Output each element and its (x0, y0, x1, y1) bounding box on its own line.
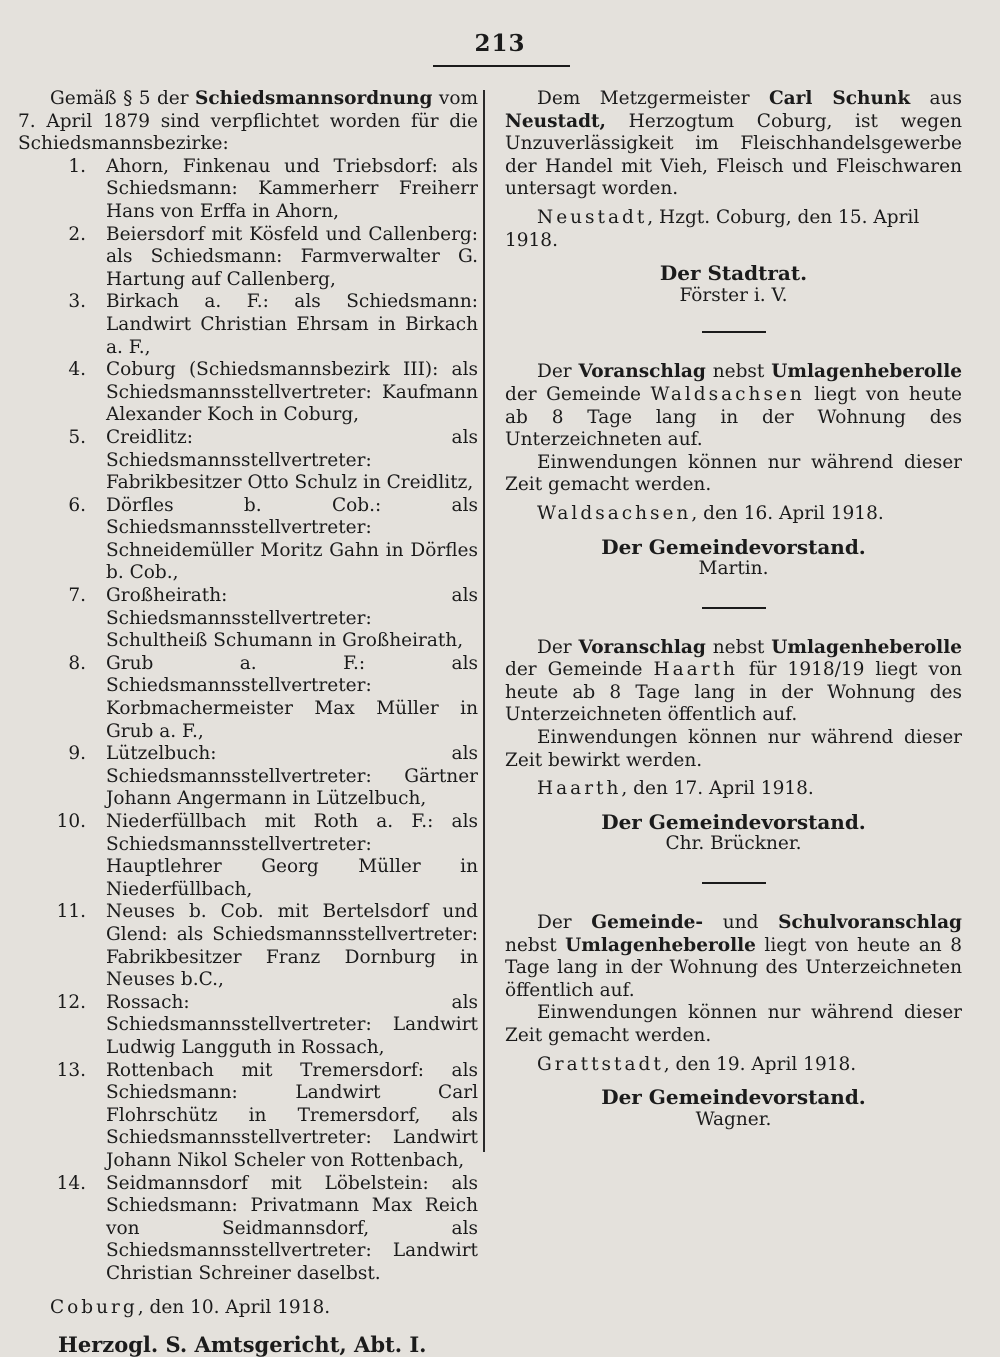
notice1-body (505, 88, 962, 201)
notice3-authority: Der Gemeindevorstand. (601, 809, 866, 834)
list-item-number: 7. (68, 585, 86, 607)
list-item-number: 10. (56, 811, 86, 832)
notice2-place: Waldsachsen (650, 383, 805, 405)
notice4-bold-schul: Schulvoranschlag (778, 912, 962, 934)
list-item-number: 14. (56, 1172, 86, 1194)
list-item (18, 901, 478, 991)
notice4-authority: Der Gemeindevorstand. (601, 1085, 866, 1110)
list-item-text: Rottenbach mit Tremersdorf: als Schiedsmann: Landwirt Carl Flohrschütz in Tremersdorf, als Schiedsmannsstellvertreter: Landwirt Johann Nikol Scheler von Rottenbach, (106, 1059, 478, 1171)
list-item (18, 585, 478, 653)
notice4-post: liegt von heute an 8 Tage lang in der Wohnung des Unterzeichneten öffentlich auf. (505, 934, 962, 1001)
list-item (18, 743, 478, 811)
notice3-post: für 1918/19 liegt von heute ab 8 Tage lang in der Wohnung des Unterzeichneten öffentlich auf. (505, 659, 962, 726)
notice1-date-rest: , Hzgt. Coburg, den 15. April 1918. (505, 206, 920, 251)
notice2-authority: Der Gemeindevorstand. (601, 534, 866, 559)
notice3-date-place: Haarth (537, 778, 622, 800)
notice2-bold-voranschlag: Voranschlag (578, 361, 706, 383)
list-item-number: 11. (56, 901, 86, 923)
notice2-signer: Martin. (698, 558, 769, 580)
list-item-number: 2. (68, 223, 86, 245)
left-date-place: Coburg (50, 1297, 138, 1319)
notice3-signer: Chr. Brückner. (665, 833, 802, 855)
section-rule-1 (702, 331, 766, 333)
notice-waldsachsen (505, 361, 962, 580)
notice3-bold-voranschlag: Voranschlag (578, 636, 706, 658)
notice4-dateline (505, 1054, 962, 1077)
left-column (18, 88, 478, 1357)
list-item-text: Grub a. F.: als Schiedsmannsstellvertreter: Korbmachermeister Max Müller in Grub a. F., (106, 652, 478, 742)
list-item-number: 8. (68, 652, 86, 674)
notice2-post: liegt von heute ab 8 Tage lang in der Wohnung des Unterzeichneten auf. (505, 383, 962, 451)
notice4-objection: Einwendungen können nur während dieser Zeit gemacht werden. (505, 1002, 962, 1046)
list-item-number: 6. (68, 494, 86, 516)
list-item (18, 992, 478, 1060)
notice4-signer: Wagner. (695, 1108, 772, 1130)
notice2-date-place: Waldsachsen (537, 502, 692, 524)
list-item (18, 291, 478, 359)
left-date-rest: , den 10. April 1918. (137, 1297, 331, 1319)
notice1-dateline (505, 207, 962, 252)
list-item-number: 5. (68, 426, 86, 448)
list-item (18, 427, 478, 495)
notice3-date-rest: , den 17. April 1918. (621, 778, 814, 800)
list-item-text: Ahorn, Finkenau und Triebsdorf: als Schiedsmann: Kammerherr Freiherr Hans von Erffa in Ahorn, (106, 155, 478, 222)
column-divider (483, 90, 485, 1152)
list-item-number: 4. (68, 359, 86, 381)
notice4-body (505, 912, 962, 1002)
notice4-pre: Der (537, 912, 592, 934)
notice1-date-place: Neustadt (537, 206, 648, 228)
notice3-dateline (505, 778, 962, 801)
notice2-body (505, 361, 962, 451)
intro-text-pre: Gemäß § 5 der (50, 88, 196, 109)
list-item (18, 359, 478, 427)
list-item-number: 12. (56, 991, 86, 1013)
intro-title-bold: Schiedsmannsordnung (195, 88, 433, 109)
list-item-number: 3. (68, 291, 86, 313)
right-column (505, 88, 962, 1131)
list-item (18, 811, 478, 901)
list-item (18, 156, 478, 224)
list-item (18, 1060, 478, 1173)
notice2-objection: Einwendungen können nur während dieser Zeit gemacht werden. (505, 451, 962, 496)
notice2-date-rest: , den 16. April 1918. (691, 502, 884, 524)
notice1-town: Neustadt, (505, 110, 607, 132)
notice2-pre: Der (537, 361, 579, 383)
notice3-pre: Der (537, 636, 579, 658)
notice-haarth (505, 637, 962, 856)
district-list (18, 156, 478, 1286)
list-item-text: Rossach: als Schiedsmannsstellvertreter: Landwirt Ludwig Langguth in Rossach, (106, 991, 478, 1058)
notice1-pre: Dem Metzgermeister (537, 88, 769, 109)
notice4-mid1: und (703, 912, 779, 934)
section-rule-3 (702, 882, 766, 884)
notice3-objection: Einwendungen können nur während dieser Zeit bewirkt werden. (505, 727, 962, 771)
list-item-number: 9. (68, 743, 86, 765)
list-item-text: Beiersdorf mit Kösfeld und Callenberg: als Schiedsmann: Farmverwalter G. Hartung auf Callenberg, (106, 223, 478, 290)
list-item (18, 653, 478, 743)
notice-schunk (505, 88, 962, 307)
list-item-text: Niederfüllbach mit Roth a. F.: als Schiedsmannsstellvertreter: Hauptlehrer Georg Müller in Niederfüllbach, (106, 811, 478, 900)
notice4-date-rest: , den 19. April 1918. (663, 1053, 857, 1075)
page-number: 213 (474, 30, 526, 57)
list-item-text: Creidlitz: als Schiedsmannsstellvertreter: Fabrikbesitzer Otto Schulz in Creidlitz, (106, 426, 478, 494)
notice2-mid2: der Gemeinde (505, 383, 651, 405)
list-item-text: Dörfles b. Cob.: als Schiedsmannsstellvertreter: Schneidemüller Moritz Gahn in Dörfles b. Cob., (106, 494, 478, 584)
list-item (18, 495, 478, 585)
notice1-post: Herzogtum Coburg, ist wegen Unzuverlässigkeit im Fleischhandelsgewerbe der Handel mit Vieh, Fleisch und Fleischwaren untersagt worden. (505, 110, 962, 200)
list-item (18, 224, 478, 292)
left-dateline (18, 1297, 478, 1320)
notice3-bold-umlagen: Umlagenheberolle (771, 636, 962, 658)
intro-text-post: vom 7. April 1879 sind verpflichtet worden für die Schiedsmannsbezirke: (18, 88, 478, 155)
notice4-bold-umlagen: Umlagenheberolle (565, 934, 756, 956)
notice4-bold-gemeinde: Gemeinde- (591, 912, 704, 934)
notice2-mid1: nebst (705, 361, 772, 383)
notice-grattstadt (505, 912, 962, 1131)
list-item-text: Neuses b. Cob. mit Bertelsdorf und Glend: als Schiedsmannsstellvertreter: Fabrikbesitzer Franz Dornburg in Neuses b.C., (106, 901, 478, 991)
intro-paragraph (18, 88, 478, 156)
list-item-text: Birkach a. F.: als Schiedsmann: Landwirt Christian Ehrsam in Birkach a. F., (106, 291, 478, 358)
notice4-date-place: Grattstadt (537, 1053, 664, 1075)
list-item-number: 1. (68, 155, 86, 177)
notice3-mid2: der Gemeinde (505, 659, 654, 681)
section-rule-2 (702, 607, 766, 609)
notice3-place: Haarth (653, 659, 738, 681)
page-number-rule (433, 65, 570, 67)
notice2-dateline (505, 503, 962, 526)
notice3-mid1: nebst (705, 636, 772, 658)
notice1-authority: Der Stadtrat. (659, 261, 808, 286)
list-item-text: Großheirath: als Schiedsmannsstellvertreter: Schultheiß Schumann in Großheirath, (106, 585, 478, 652)
notice4-mid2: nebst (505, 934, 566, 956)
notice3-body (505, 637, 962, 727)
list-item-number: 13. (56, 1059, 86, 1081)
notice2-bold-umlagen: Umlagenheberolle (771, 361, 962, 383)
notice1-mid: aus (910, 88, 962, 109)
list-item-text: Seidmannsdorf mit Löbelstein: als Schiedsmann: Privatmann Max Reich von Seidmannsdorf, als Schiedsmannsstellvertreter: Landwirt Christian Schreiner daselbst. (106, 1172, 478, 1284)
notice1-signer: Förster i. V. (679, 284, 788, 306)
left-signature: Herzogl. S. Amtsgericht, Abt. I. (58, 1332, 427, 1357)
list-item-text: Coburg (Schiedsmannsbezirk III): als Schiedsmannsstellvertreter: Kaufmann Alexander Koch in Coburg, (106, 359, 478, 426)
list-item (18, 1173, 478, 1286)
notice1-name: Carl Schunk (768, 88, 911, 109)
list-item-text: Lützelbuch: als Schiedsmannsstellvertreter: Gärtner Johann Angermann in Lützelbuch, (106, 743, 478, 810)
